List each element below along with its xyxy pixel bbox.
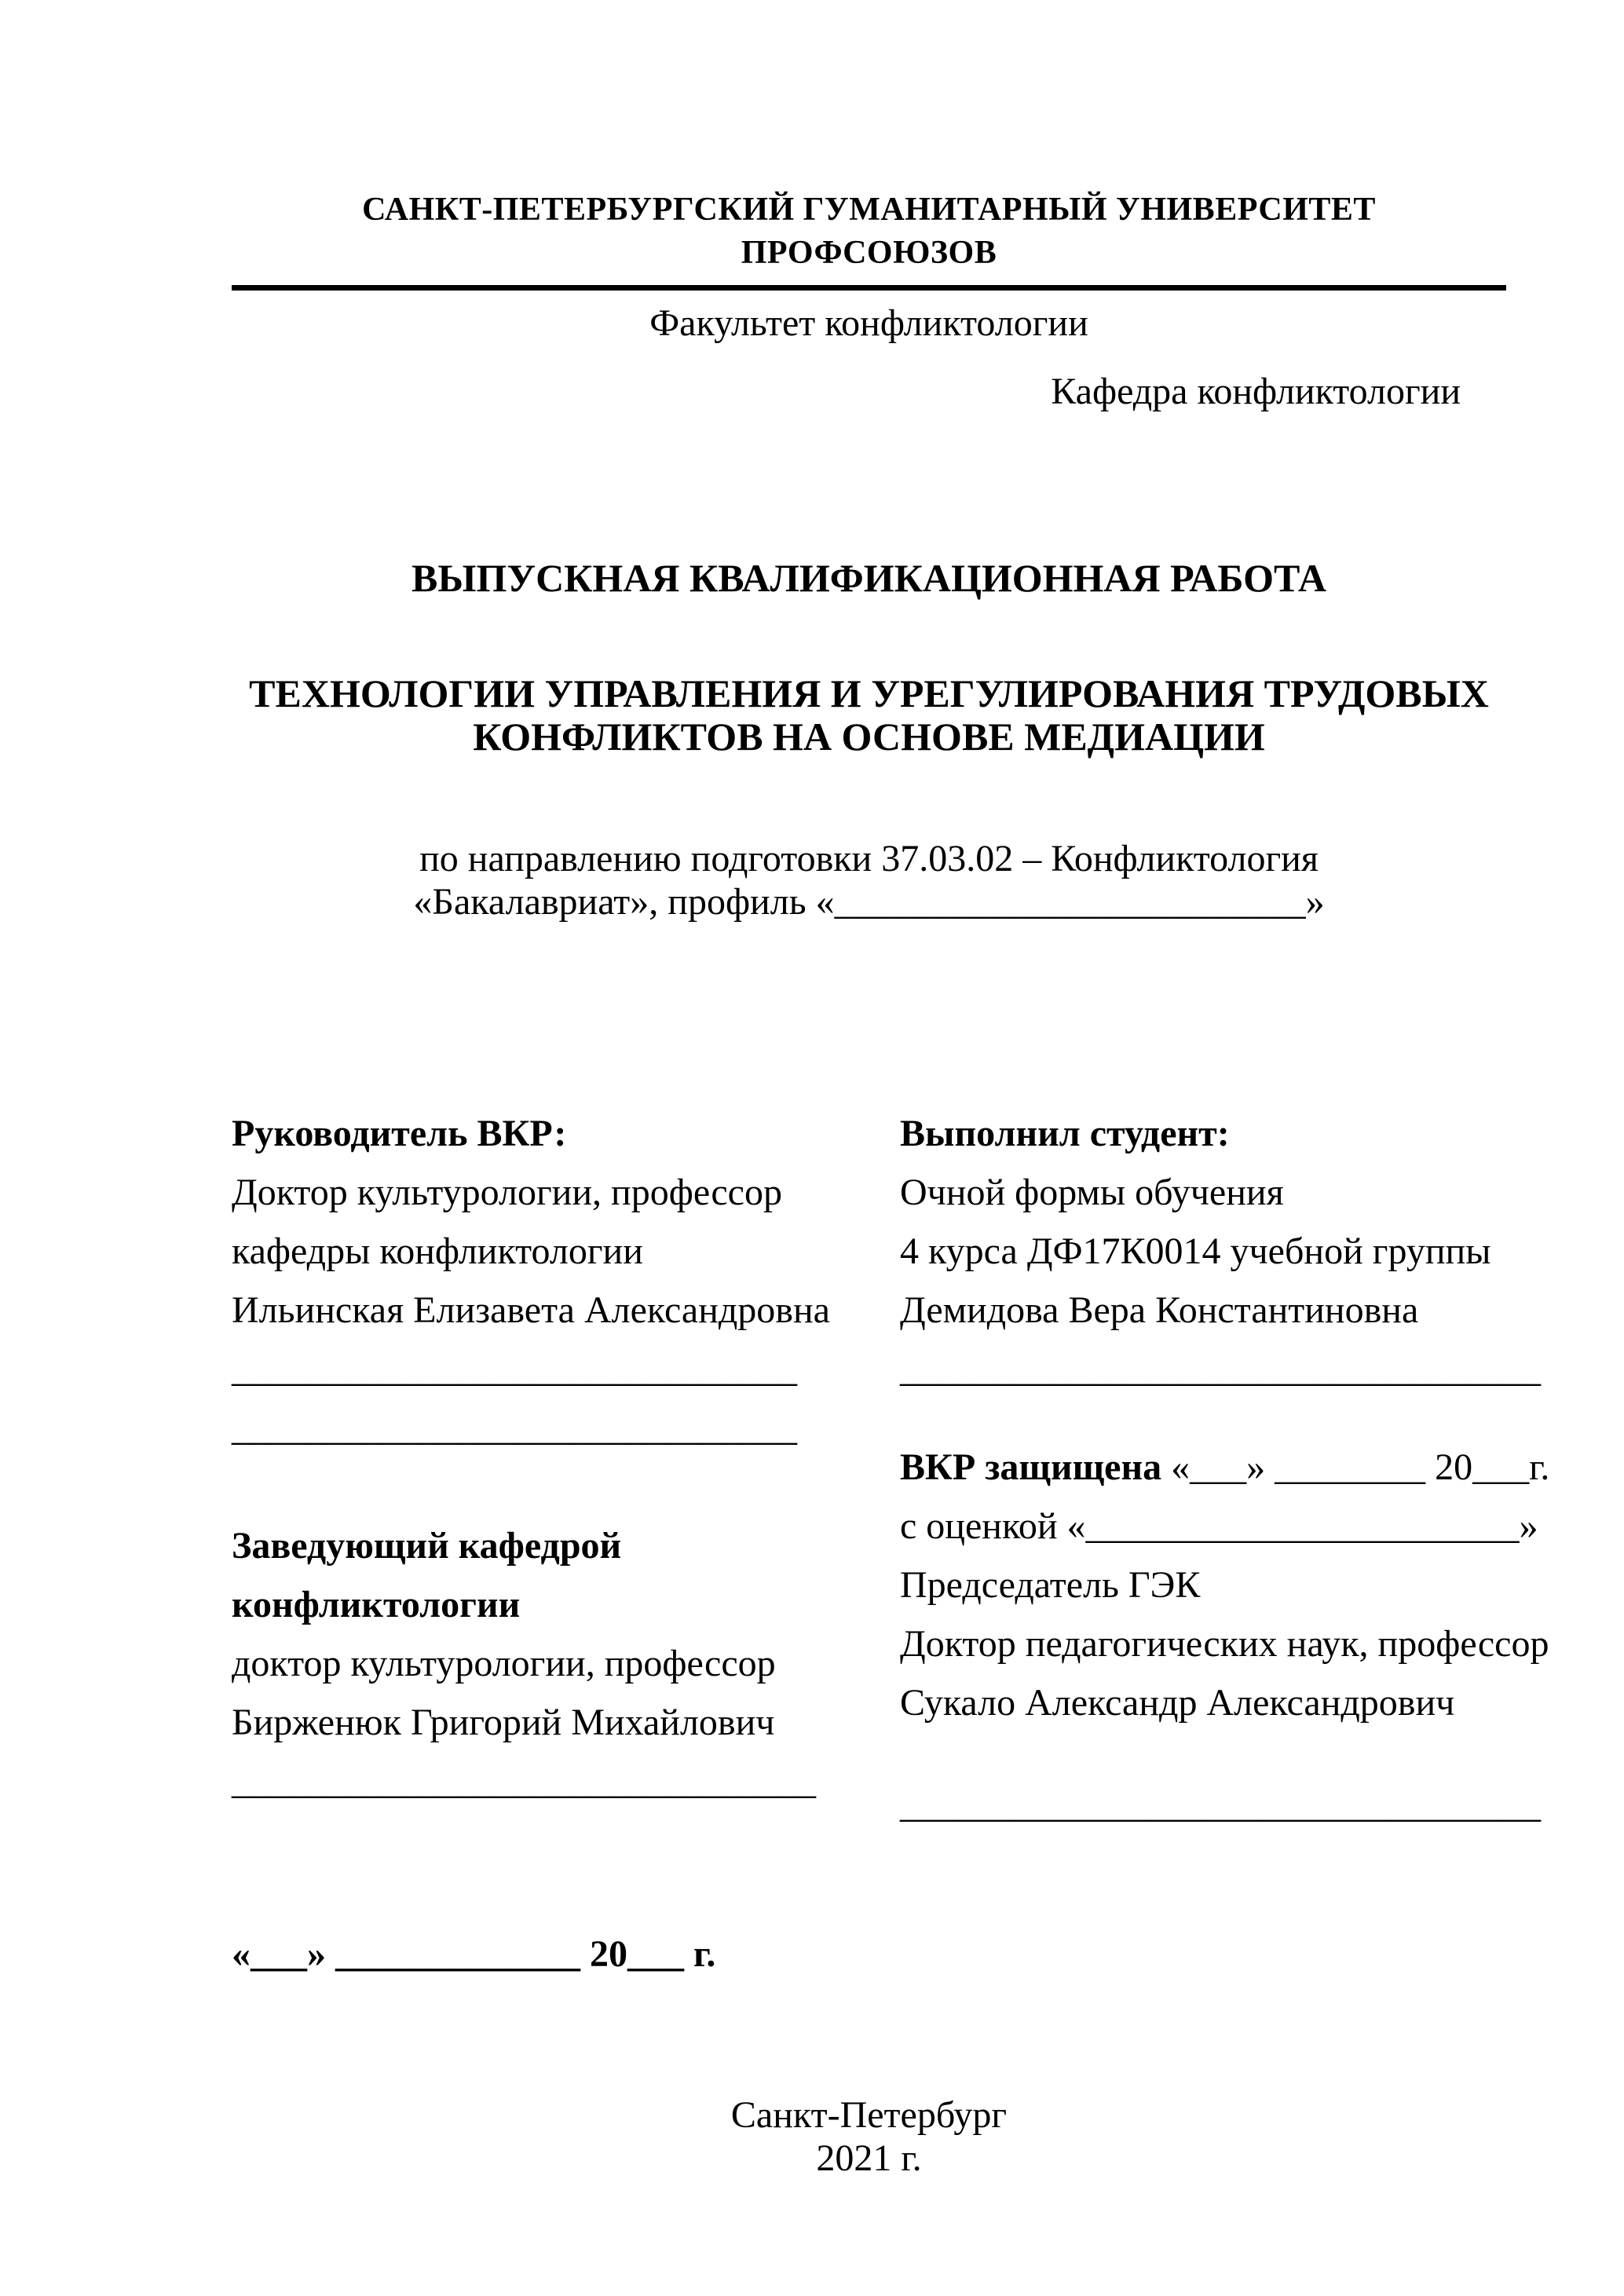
supervisor-label: Руководитель ВКР:: [232, 1113, 567, 1154]
student-label: Выполнил студент:: [900, 1113, 1230, 1154]
program-block: [232, 837, 1506, 923]
signature-columns: [232, 1104, 1577, 1983]
student-name: Демидова Вера Константиновна: [900, 1289, 1419, 1331]
university-name: САНКТ-ПЕТЕРБУРГСКИЙ ГУМАНИТАРНЫЙ УНИВЕРСИТЕТ ПРОФСОЮЗОВ: [232, 188, 1506, 291]
supervisor-degree: Доктор культурологии, профессор: [232, 1172, 782, 1213]
thesis-title: [232, 672, 1506, 759]
gek-chairman-name: Сукало Александр Александрович: [900, 1682, 1455, 1724]
defense-grade-line: с оценкой «_______________________»: [900, 1505, 1538, 1547]
head-of-department-label: Заведующий кафедрой конфликтологии: [232, 1525, 622, 1625]
student-group: 4 курса ДФ17К0014 учебной группы: [900, 1230, 1491, 1272]
head-of-department-degree: доктор культурологии, профессор: [232, 1643, 776, 1684]
student-column: [900, 1104, 1577, 1834]
thesis-title-line-2: КОНФЛИКТОВ НА ОСНОВЕ МЕДИАЦИИ: [473, 715, 1265, 759]
footer-year: 2021 г.: [816, 2137, 922, 2179]
defense-date-label: ВКР защищена: [900, 1446, 1162, 1488]
supervisor-department: кафедры конфликтологии: [232, 1230, 643, 1272]
supervisor-name: Ильинская Елизавета Александровна: [232, 1289, 830, 1331]
defense-date-line: [900, 1438, 1577, 1497]
supervisor-column: [232, 1104, 848, 1983]
gek-chairman-signature-line: __________________________________: [900, 1784, 1541, 1826]
program-profile-line: «Бакалавриат», профиль «_________________________»: [413, 881, 1325, 923]
faculty-line: Факультет конфликтологии: [649, 302, 1088, 344]
footer-block: [232, 2093, 1506, 2180]
head-of-department-signature-line: _______________________________: [232, 1760, 816, 1802]
supervisor-signature-line-2: ______________________________: [232, 1407, 797, 1449]
gek-chairman-degree: Доктор педагогических наук, профессор: [900, 1623, 1549, 1665]
student-study-form: Очной формы обучения: [900, 1172, 1284, 1213]
gek-chairman-label: Председатель ГЭК: [900, 1564, 1201, 1606]
footer-city: Санкт-Петербург: [730, 2094, 1008, 2136]
head-of-department-date-line: «___» _____________ 20___ г.: [232, 1933, 716, 1975]
work-type-title: ВЫПУСКНАЯ КВАЛИФИКАЦИОННАЯ РАБОТА: [411, 556, 1326, 600]
thesis-title-line-1: ТЕХНОЛОГИИ УПРАВЛЕНИЯ И УРЕГУЛИРОВАНИЯ ТРУДОВЫХ: [249, 671, 1489, 715]
department-line: Кафедра конфликтологии: [1051, 371, 1461, 412]
student-signature-line: __________________________________: [900, 1348, 1541, 1390]
head-of-department-name: Бирженюк Григорий Михайлович: [232, 1702, 775, 1743]
defense-date-blanks: «___» ________ 20___г.: [1161, 1446, 1550, 1488]
supervisor-signature-line-1: ______________________________: [232, 1348, 797, 1390]
program-direction-line: по направлению подготовки 37.03.02 – Конфликтология: [419, 838, 1319, 879]
